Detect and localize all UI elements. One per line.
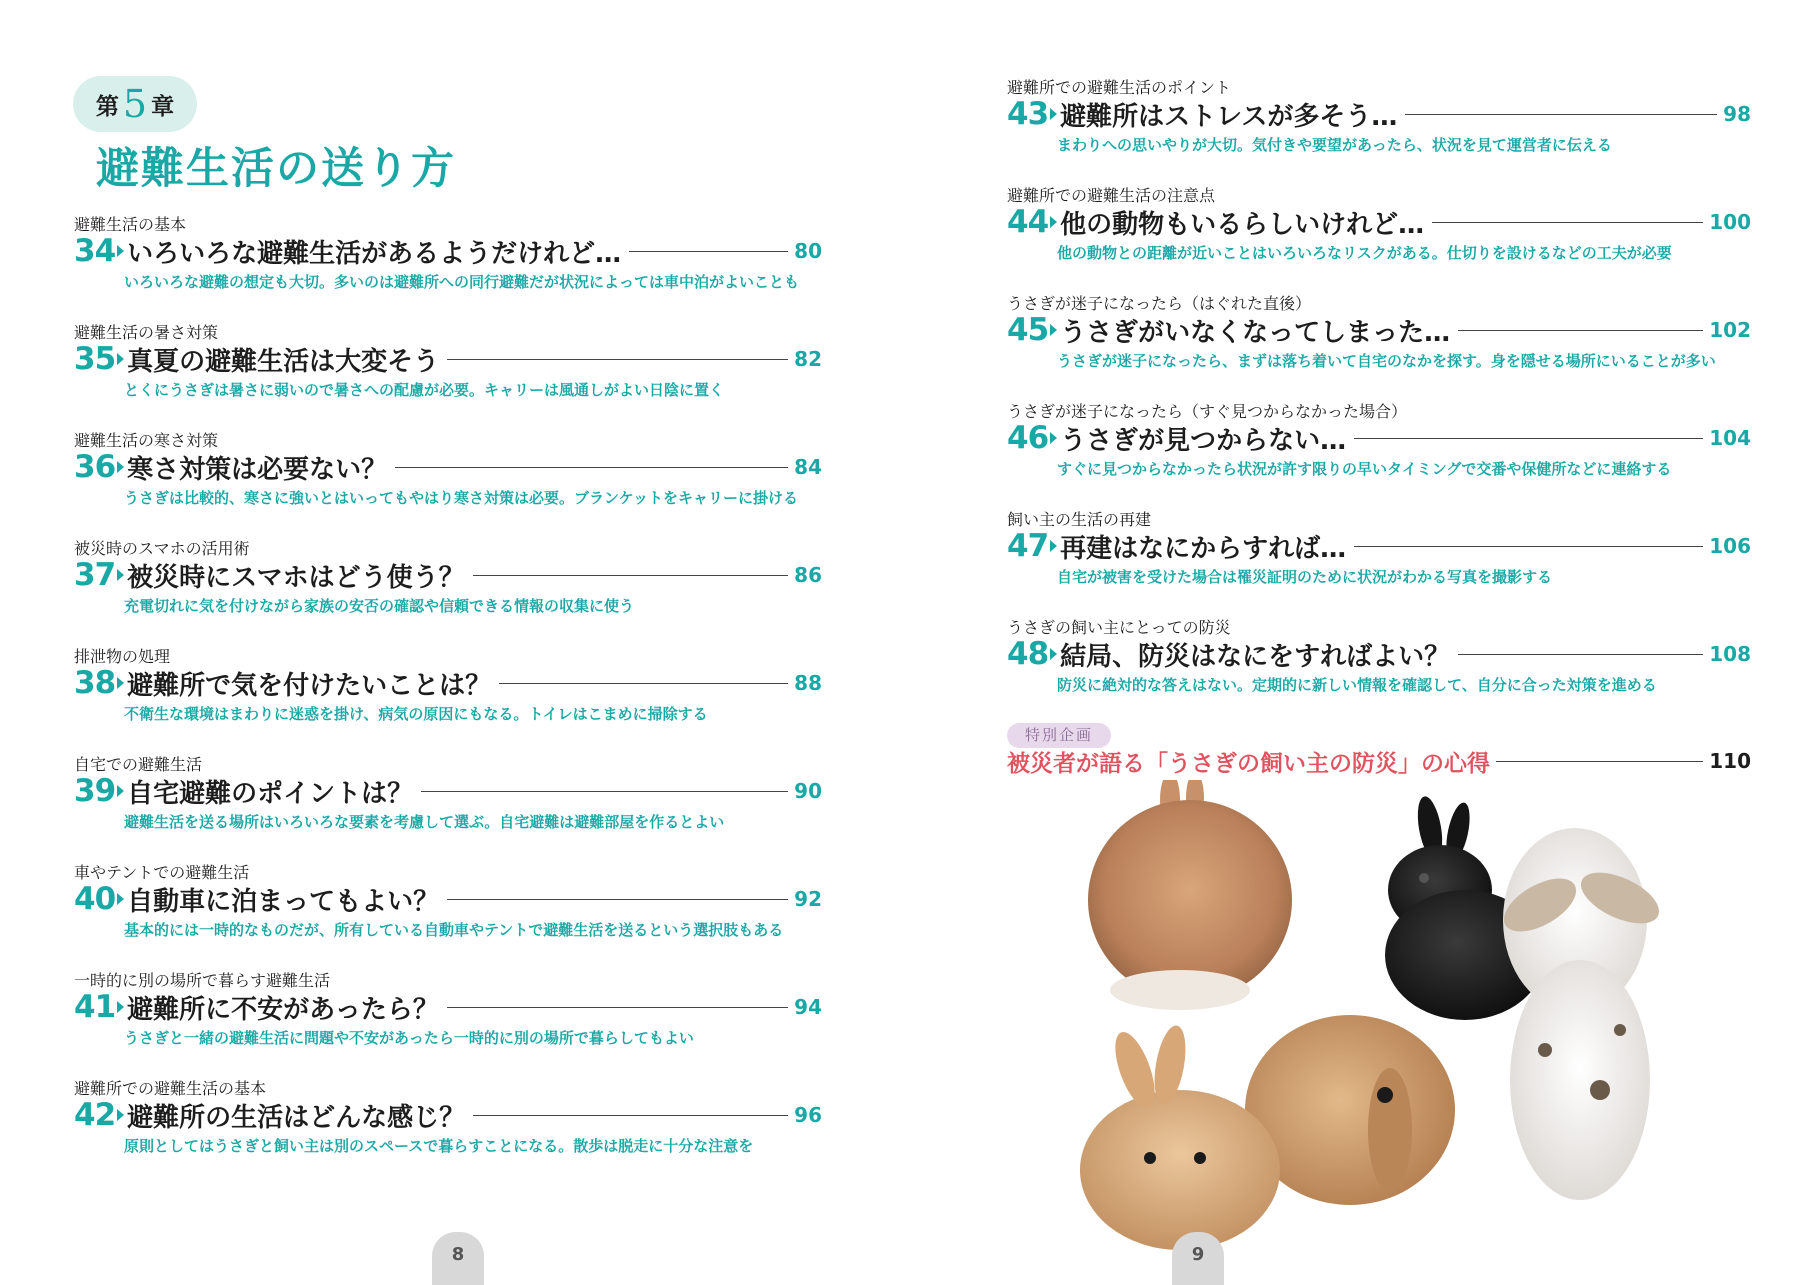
chevron-right-icon <box>117 1109 124 1121</box>
page-number: 9 <box>1191 1244 1205 1265</box>
toc-title: うさぎが見つからない… <box>1060 425 1347 456</box>
toc-title: いろいろな避難生活があるようだけれど… <box>127 238 622 269</box>
toc-page-number: 102 <box>1709 318 1751 342</box>
chapter-label-pre: 第 <box>95 93 119 120</box>
leader-line <box>1432 222 1703 223</box>
brown-rabbit <box>1088 780 1292 1010</box>
toc-subtitle: まわりへの思いやりが大切。気付きや要望があったら、状況を見て運営者に伝える <box>1057 136 1612 154</box>
toc-title: 避難所はストレスが多そう… <box>1060 101 1398 132</box>
toc-category: 車やテントでの避難生活 <box>74 863 250 882</box>
toc-subtitle: すぐに見つからなかったら状況が許す限りの早いタイミングで交番や保健所などに連絡する <box>1057 460 1672 478</box>
chevron-right-icon <box>117 785 124 797</box>
toc-number: 48 <box>1007 635 1049 672</box>
leader-line <box>1496 761 1703 762</box>
toc-page-number: 96 <box>794 1103 822 1127</box>
toc-entry[interactable] <box>74 428 822 528</box>
toc-title-line <box>74 880 822 918</box>
toc-page-number: 84 <box>794 455 822 479</box>
tan-rabbits <box>1080 1015 1455 1250</box>
leader-line <box>1354 546 1703 547</box>
toc-subtitle: 充電切れに気を付けながら家族の安否の確認や信頼できる情報の収集に使う <box>124 597 635 615</box>
toc-entry[interactable] <box>74 644 822 744</box>
toc-category: 避難所での避難生活の注意点 <box>1007 186 1216 205</box>
toc-number: 44 <box>1007 203 1049 240</box>
chevron-right-icon <box>117 245 124 257</box>
toc-subtitle: うさぎが迷子になったら、まずは落ち着いて自宅のなかを探す。身を隠せる場所にいることが多い <box>1057 352 1716 370</box>
toc-subtitle: うさぎは比較的、寒さに強いとはいってもやはり寒さ対策は必要。ブランケットをキャリーに掛ける <box>124 489 798 507</box>
toc-page-number: 106 <box>1709 534 1751 558</box>
toc-number: 43 <box>1007 95 1049 132</box>
special-feature-title: 被災者が語る「うさぎの飼い主の防災」の心得 <box>1007 750 1490 777</box>
toc-entry[interactable] <box>74 968 822 1068</box>
leader-line <box>447 359 788 360</box>
chevron-right-icon <box>117 353 124 365</box>
toc-subtitle: 防災に絶対的な答えはない。定期的に新しい情報を確認して、自分に合った対策を進める <box>1057 676 1657 694</box>
chevron-right-icon <box>1050 324 1057 336</box>
toc-title: 真夏の避難生活は大変そう <box>127 346 440 377</box>
leader-line <box>1458 654 1703 655</box>
toc-number: 38 <box>74 664 116 701</box>
toc-page-number: 98 <box>1723 102 1751 126</box>
toc-category: 避難生活の基本 <box>74 215 187 234</box>
chevron-right-icon <box>1050 540 1057 552</box>
toc-subtitle: 不衛生な環境はまわりに迷惑を掛け、病気の原因にもなる。トイレはこまめに掃除する <box>124 705 708 723</box>
toc-entry[interactable] <box>74 1076 822 1176</box>
toc-title: 寒さ対策は必要ない？ <box>127 454 388 485</box>
toc-title-line <box>1007 527 1751 565</box>
toc-page-number: 86 <box>794 563 822 587</box>
toc-number: 34 <box>74 232 116 269</box>
toc-page-number: 90 <box>794 779 822 803</box>
toc-number: 47 <box>1007 527 1049 564</box>
chevron-right-icon <box>117 461 124 473</box>
toc-category: うさぎが迷子になったら（はぐれた直後） <box>1007 294 1312 313</box>
toc-subtitle: 原則としてはうさぎと飼い主は別のスペースで暮らすことになる。散歩は脱走に十分な注意を <box>124 1137 754 1155</box>
toc-category: 避難所での避難生活のポイント <box>1007 78 1232 97</box>
toc-entry[interactable] <box>74 536 822 636</box>
toc-title-line <box>1007 635 1751 673</box>
toc-title-line <box>74 1096 822 1134</box>
chapter-label-post: 章 <box>151 93 175 120</box>
white-spotted-rabbit <box>1495 828 1666 1200</box>
leader-line <box>629 251 788 252</box>
toc-title-line <box>74 772 822 810</box>
toc-page-number: 104 <box>1709 426 1751 450</box>
toc-subtitle: 基本的には一時的なものだが、所有している自動車やテントで避難生活を送るという選択肢もある <box>124 921 784 939</box>
toc-number: 35 <box>74 340 116 377</box>
toc-entry[interactable] <box>74 860 822 960</box>
toc-entry[interactable] <box>74 320 822 420</box>
toc-page-number: 88 <box>794 671 822 695</box>
toc-entry[interactable] <box>1007 183 1751 283</box>
toc-category: 自宅での避難生活 <box>74 755 203 774</box>
chapter-number: 5 <box>122 82 148 126</box>
toc-number: 45 <box>1007 311 1049 348</box>
page-number-tab <box>432 1232 484 1285</box>
leader-line <box>1458 330 1703 331</box>
chevron-right-icon <box>1050 432 1057 444</box>
toc-entry[interactable] <box>1007 291 1751 391</box>
toc-entry[interactable] <box>74 752 822 852</box>
leader-line <box>1405 114 1717 115</box>
chevron-right-icon <box>117 569 124 581</box>
toc-category: 排泄物の処理 <box>74 647 171 666</box>
toc-title-line <box>1007 95 1751 133</box>
toc-entry[interactable] <box>1007 399 1751 499</box>
toc-page-number: 92 <box>794 887 822 911</box>
leader-line <box>473 575 789 576</box>
toc-title-line <box>74 556 822 594</box>
leader-line <box>499 683 788 684</box>
leader-line <box>1354 438 1703 439</box>
toc-number: 46 <box>1007 419 1049 456</box>
leader-line <box>447 1007 788 1008</box>
toc-subtitle: いろいろな避難の想定も大切。多いのは避難所への同行避難だが状況によっては車中泊がよいことも <box>124 273 800 291</box>
toc-number: 36 <box>74 448 116 485</box>
toc-title-line <box>1007 311 1751 349</box>
right-page <box>910 0 1820 1285</box>
toc-entry[interactable] <box>1007 507 1751 607</box>
toc-title: 自動車に泊まってもよい？ <box>127 886 440 917</box>
chevron-right-icon <box>117 893 124 905</box>
toc-title: 避難所に不安があったら？ <box>127 994 439 1025</box>
leader-line <box>447 899 788 900</box>
toc-title-line <box>74 664 822 702</box>
toc-number: 37 <box>74 556 116 593</box>
toc-category: 一時的に別の場所で暮らす避難生活 <box>74 971 331 990</box>
toc-category: 避難生活の寒さ対策 <box>74 431 219 450</box>
toc-category: うさぎが迷子になったら（すぐ見つからなかった場合） <box>1007 402 1408 421</box>
toc-title-line <box>74 232 822 270</box>
toc-title: 被災時にスマホはどう使う？ <box>127 562 465 593</box>
toc-subtitle: 自宅が被害を受けた場合は罹災証明のために状況がわかる写真を撮影する <box>1057 568 1553 586</box>
toc-subtitle: うさぎと一緒の避難生活に問題や不安があったら一時的に別の場所で暮らしてもよい <box>124 1029 694 1047</box>
special-feature-page: 110 <box>1709 749 1751 773</box>
toc-title-line <box>74 988 822 1026</box>
page-number: 8 <box>451 1244 465 1265</box>
leader-line <box>473 1115 788 1116</box>
toc-page-number: 100 <box>1709 210 1751 234</box>
toc-title-line <box>74 448 822 486</box>
toc-subtitle: 他の動物との距離が近いことはいろいろなリスクがある。仕切りを設けるなどの工夫が必要 <box>1057 244 1672 262</box>
toc-title: 避難所で気を付けたいことは？ <box>127 670 492 701</box>
toc-title: 避難所の生活はどんな感じ？ <box>127 1102 466 1133</box>
toc-subtitle: とくにうさぎは暑さに弱いので暑さへの配慮が必要。キャリーは風通しがよい日陰に置く <box>124 381 725 399</box>
toc-title: 自宅避難のポイントは？ <box>127 778 414 809</box>
chevron-right-icon <box>1050 648 1057 660</box>
toc-page-number: 108 <box>1709 642 1751 666</box>
toc-entry[interactable] <box>74 212 822 312</box>
toc-page-number: 80 <box>794 239 822 263</box>
page-number-tab <box>1172 1232 1224 1285</box>
toc-category: 被災時のスマホの活用術 <box>74 539 250 558</box>
toc-category: うさぎの飼い主にとっての防災 <box>1007 618 1231 637</box>
chevron-right-icon <box>1050 108 1057 120</box>
chapter-title: 避難生活の送り方 <box>96 144 456 194</box>
rabbits-photo <box>1060 780 1760 1260</box>
toc-page-number: 82 <box>794 347 822 371</box>
chevron-right-icon <box>117 677 124 689</box>
toc-entry[interactable] <box>1007 615 1751 715</box>
special-feature-tag: 特別企画 <box>1007 723 1111 748</box>
toc-number: 39 <box>74 772 116 809</box>
toc-title: 結局、防災はなにをすればよい？ <box>1060 641 1451 672</box>
toc-category: 避難生活の暑さ対策 <box>74 323 219 342</box>
leader-line <box>395 467 788 468</box>
toc-title: うさぎがいなくなってしまった… <box>1060 317 1451 348</box>
toc-category: 避難所での避難生活の基本 <box>74 1079 267 1098</box>
toc-title: 他の動物もいるらしいけれど… <box>1060 209 1425 240</box>
chevron-right-icon <box>1050 216 1057 228</box>
leader-line <box>421 791 788 792</box>
toc-subtitle: 避難生活を送る場所はいろいろな要素を考慮して選ぶ。自宅避難は避難部屋を作るとよい <box>124 813 725 831</box>
toc-number: 42 <box>74 1096 116 1133</box>
toc-category: 飼い主の生活の再建 <box>1007 510 1152 529</box>
special-feature-entry[interactable] <box>1007 744 1751 778</box>
toc-title-line <box>1007 203 1751 241</box>
chevron-right-icon <box>117 1001 124 1013</box>
chapter-label <box>73 76 197 132</box>
toc-title: 再建はなにからすれば… <box>1060 533 1347 564</box>
toc-page-number: 94 <box>794 995 822 1019</box>
toc-number: 41 <box>74 988 116 1025</box>
toc-title-line <box>74 340 822 378</box>
toc-entry[interactable] <box>1007 75 1751 175</box>
toc-title-line <box>1007 419 1751 457</box>
toc-number: 40 <box>74 880 116 917</box>
